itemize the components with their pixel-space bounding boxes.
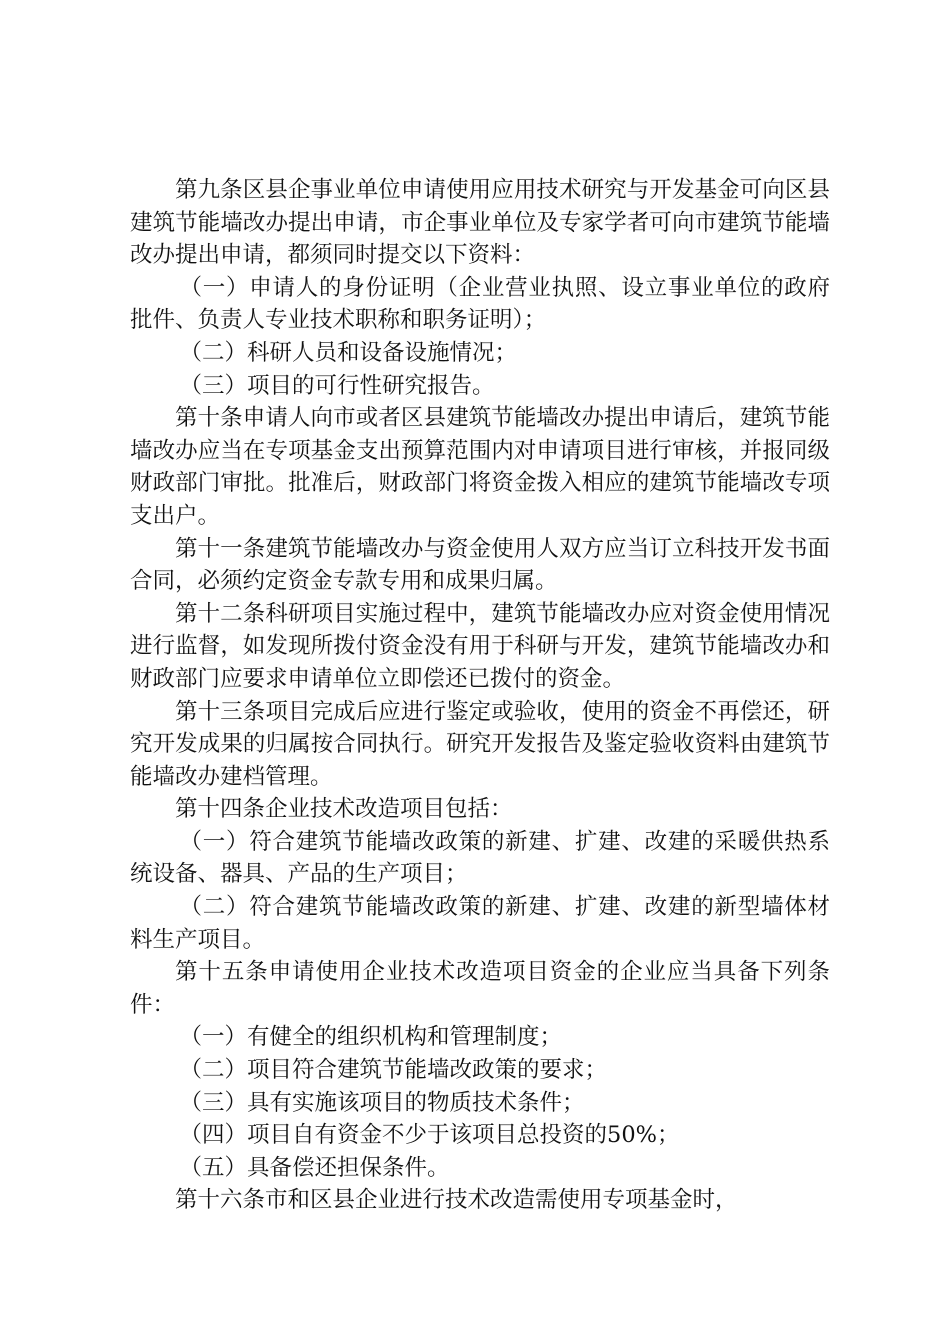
document-body [130, 174, 830, 1217]
article-14-item-1: （一）符合建筑节能墙改政策的新建、扩建、改建的采暖供热系统设备、器具、产品的生产项目； [130, 828, 830, 888]
article-15-item-4: （四）项目自有资金不少于该项目总投资的50%； [179, 1122, 680, 1149]
article-12: 第十二条科研项目实施过程中，建筑节能墙改办应对资金使用情况进行监督，如发现所拨付资金没有用于科研与开发，建筑节能墙改办和财政部门应要求申请单位立即偿还已拨付的资金。 [130, 600, 830, 692]
article-9-item-1: （一）申请人的身份证明（企业营业执照、设立事业单位的政府批件、负责人专业技术职称和职务证明）； [130, 274, 830, 334]
article-15-item-2: （二）项目符合建筑节能墙改政策的要求； [179, 1057, 608, 1084]
article-15-item-5: （五）具备偿还担保条件。 [179, 1154, 450, 1181]
article-16: 第十六条市和区县企业进行技术改造需使用专项基金时， [175, 1187, 738, 1214]
article-15-item-1: （一）有健全的组织机构和管理制度； [179, 1024, 563, 1051]
article-9: 第九条区县企事业单位申请使用应用技术研究与开发基金可向区县建筑节能墙改办提出申请，市企事业单位及专家学者可向市建筑节能墙改办提出申请，都须同时提交以下资料： [130, 177, 830, 269]
article-15: 第十五条申请使用企业技术改造项目资金的企业应当具备下列条件： [130, 959, 830, 1018]
article-11: 第十一条建筑节能墙改办与资金使用人双方应当订立科技开发书面合同，必须约定资金专款专用和成果归属。 [130, 535, 830, 595]
article-14: 第十四条企业技术改造项目包括： [175, 796, 513, 823]
article-10: 第十条申请人向市或者区县建筑节能墙改办提出申请后，建筑节能墙改办应当在专项基金支出预算范围内对申请项目进行审核，并报同级财政部门审批。批准后，财政部门将资金拨入相应的建筑节能墙改专项支出户。 [130, 405, 830, 529]
article-13: 第十三条项目完成后应进行鉴定或验收，使用的资金不再偿还，研究开发成果的归属按合同执行。研究开发报告及鉴定验收资料由建筑节能墙改办建档管理。 [130, 698, 830, 790]
article-9-item-2: （二）科研人员和设备设施情况； [179, 339, 518, 366]
article-9-item-3: （三）项目的可行性研究报告。 [179, 372, 495, 399]
article-14-item-2: （二）符合建筑节能墙改政策的新建、扩建、改建的新型墙体材料生产项目。 [130, 894, 830, 953]
article-15-item-3: （三）具有实施该项目的物质技术条件； [179, 1089, 585, 1116]
